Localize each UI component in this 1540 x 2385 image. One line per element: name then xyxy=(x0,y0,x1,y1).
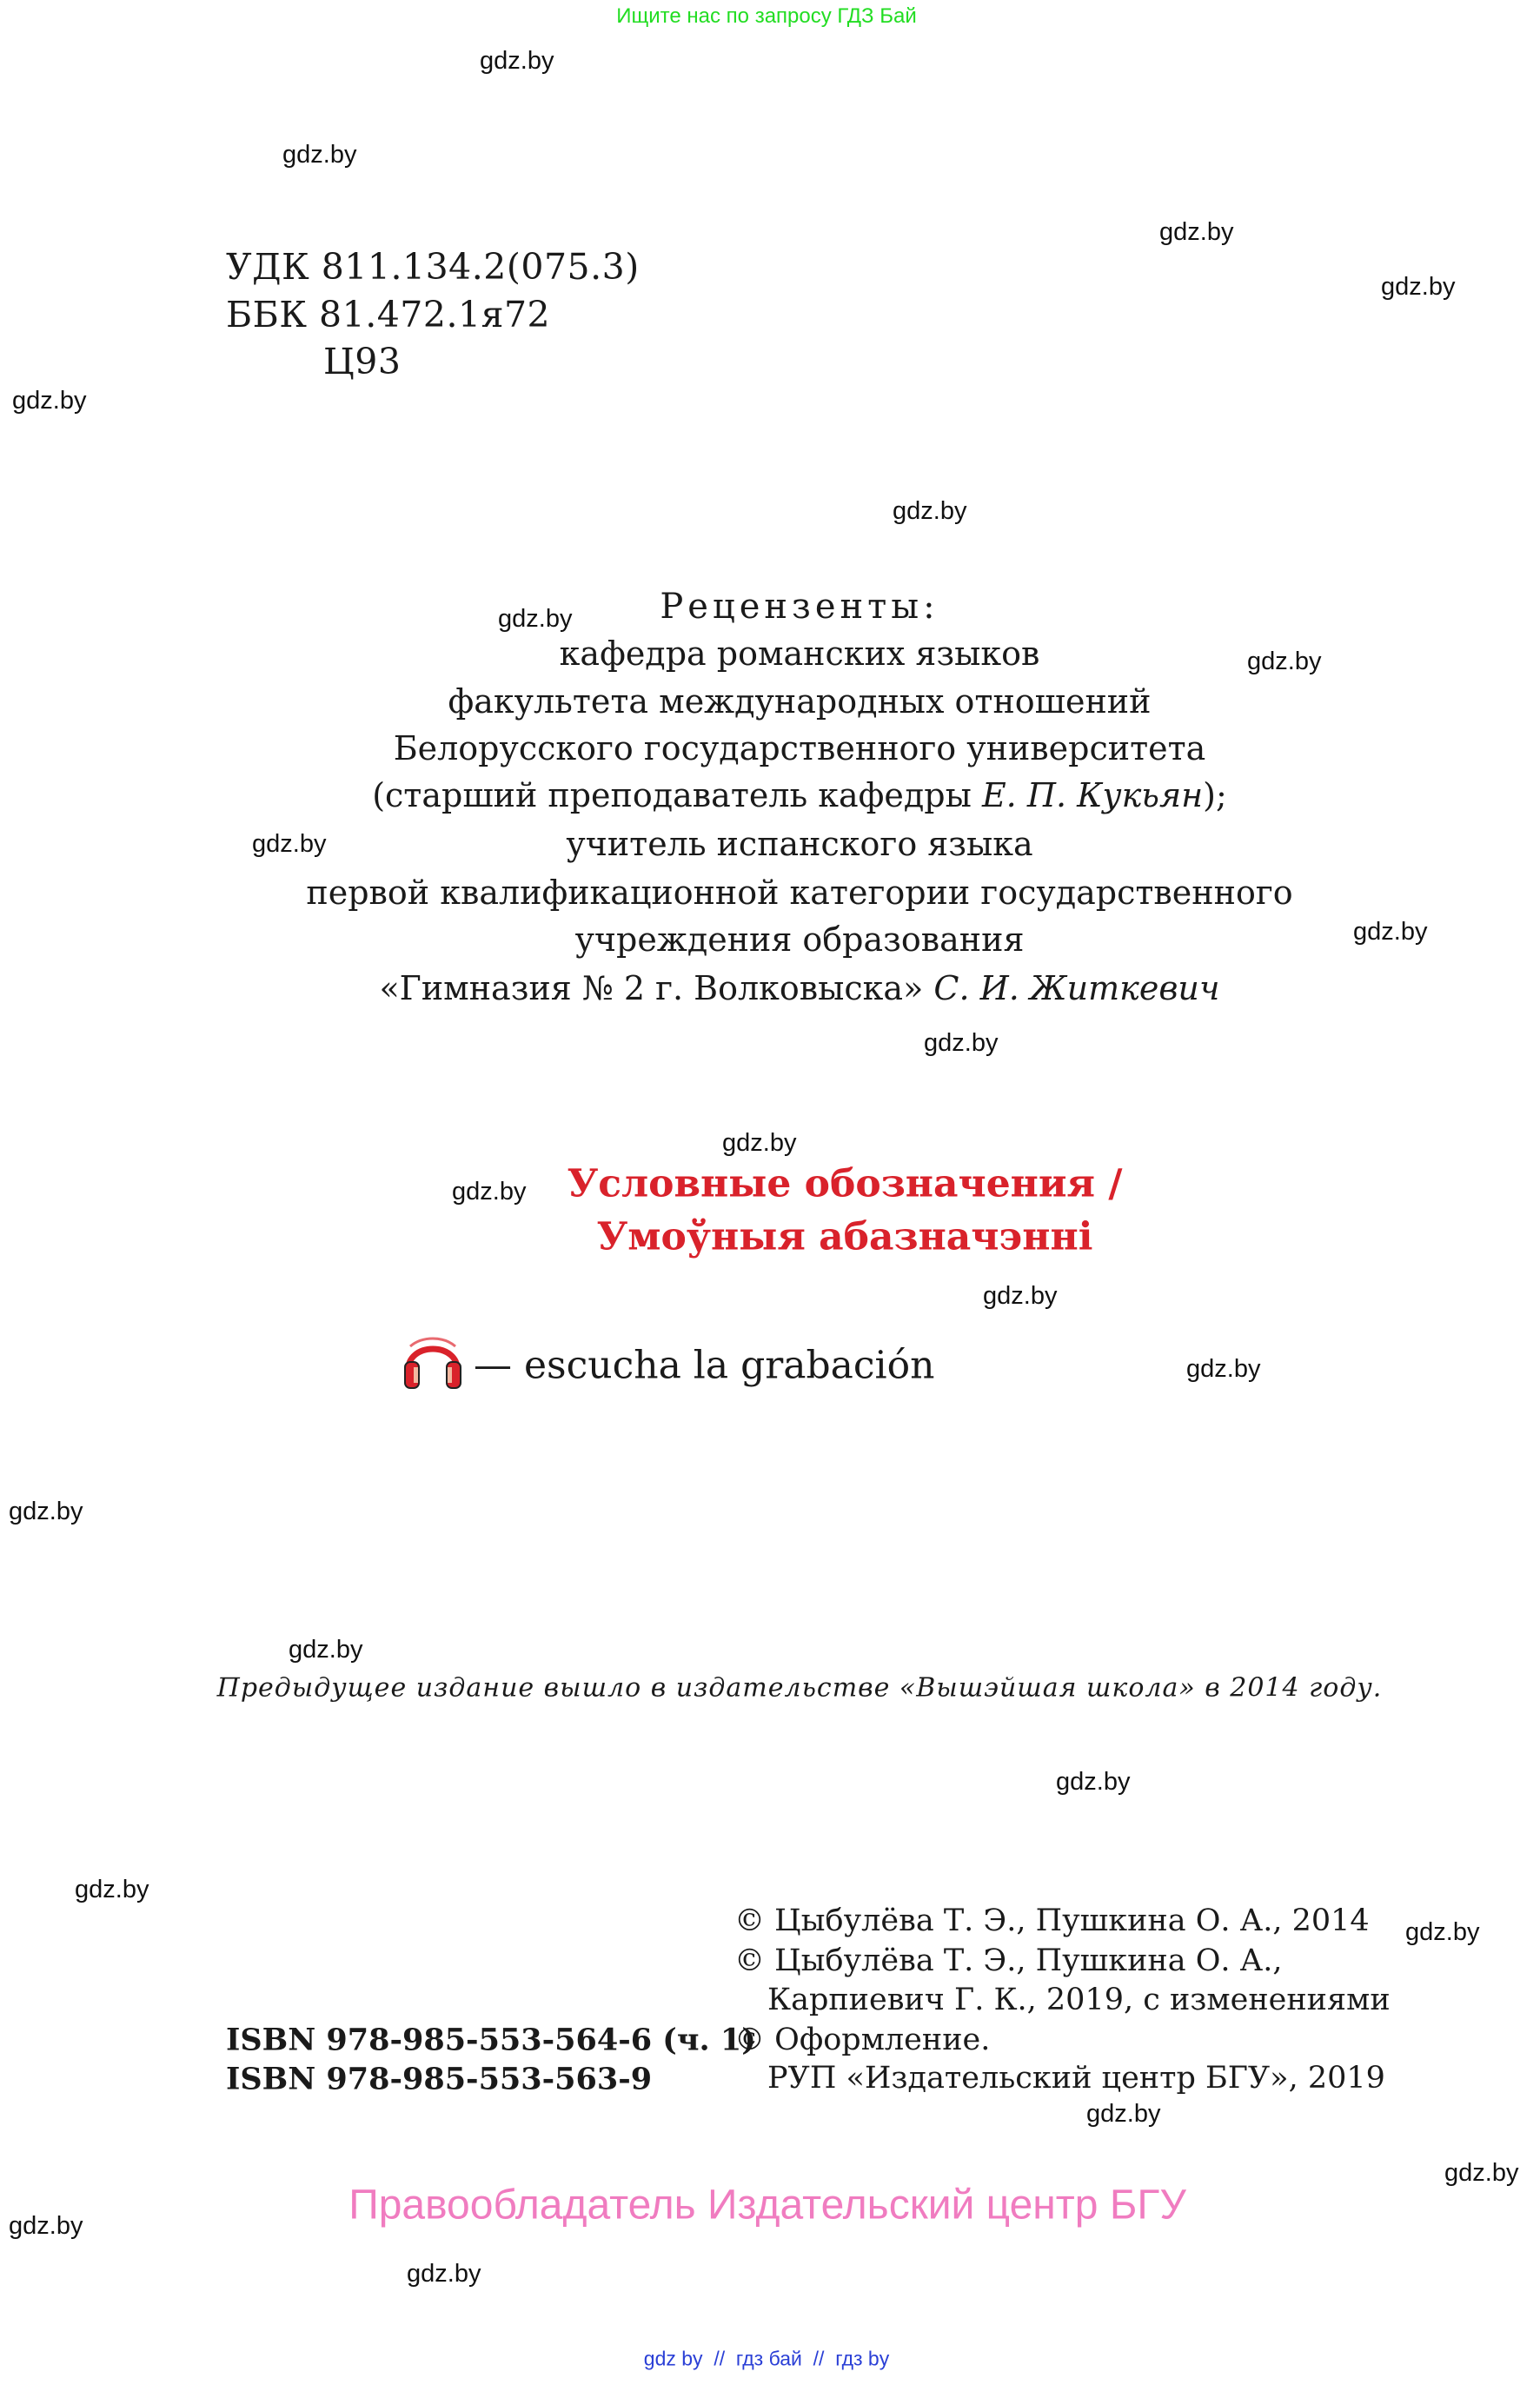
bottom-links[interactable]: gdz by // гдз бай // гдз by xyxy=(643,2347,890,2370)
watermark: gdz.by xyxy=(1353,918,1428,946)
top-search-note: Ищите нас по запросу ГДЗ Бай xyxy=(616,4,917,28)
watermark: gdz.by xyxy=(1056,1768,1131,1796)
watermark: gdz.by xyxy=(9,2212,83,2240)
legend-title-by: Умоўныя абазначэнні xyxy=(596,1214,1093,1259)
headphones-icon xyxy=(402,1334,464,1392)
watermark: gdz.by xyxy=(9,1498,83,1525)
watermark: gdz.by xyxy=(722,1129,797,1157)
reviewers-title: Рецензенты: xyxy=(660,587,939,627)
legend-title-ru: Условные обозначения / xyxy=(567,1161,1123,1206)
udk-code: УДК 811.134.2(075.3) xyxy=(226,246,640,288)
watermark: gdz.by xyxy=(924,1029,999,1057)
watermark: gdz.by xyxy=(407,2260,481,2288)
copyright-line: © Цыбулёва Т. Э., Пушкина О. А., xyxy=(734,1943,1283,1978)
reviewer-text: «Гимназия № 2 г. Волковыска» xyxy=(379,969,934,1007)
reviewer-text: (старший преподаватель кафедры xyxy=(372,776,982,814)
watermark: gdz.by xyxy=(75,1876,149,1903)
isbn-set: ISBN 978-985-553-563-9 xyxy=(226,2061,653,2097)
watermark: gdz.by xyxy=(252,830,327,858)
copyright-line: Карпиевич Г. К., 2019, с изменениями xyxy=(767,1983,1391,2017)
watermark: gdz.by xyxy=(1444,2159,1519,2187)
copyright-line: © Цыбулёва Т. Э., Пушкина О. А., 2014 xyxy=(734,1903,1370,1938)
legend-item-text: — escucha la grabación xyxy=(474,1343,935,1388)
watermark: gdz.by xyxy=(498,605,573,633)
copyright-line: © Оформление. xyxy=(734,2023,991,2057)
reviewer-line: кафедра романских языков xyxy=(559,634,1040,673)
previous-edition-note: Предыдущее издание вышло в издательстве «Вышэйшая школа» в 2014 году. xyxy=(216,1672,1383,1704)
reviewer-line xyxy=(372,776,1227,814)
reviewer-line: первой квалификационной категории государственного xyxy=(306,874,1293,912)
bbk-code: ББК 81.472.1я72 xyxy=(226,294,551,335)
watermark: gdz.by xyxy=(452,1178,527,1206)
reviewer-line: учитель испанского языка xyxy=(566,825,1033,863)
reviewer-line: Белорусского государственного университета xyxy=(393,729,1206,767)
copyright-line: РУП «Издательский центр БГУ», 2019 xyxy=(767,2061,1385,2096)
isbn-volume: ISBN 978-985-553-564-6 (ч. 1) xyxy=(226,2022,756,2058)
watermark: gdz.by xyxy=(1405,1918,1480,1946)
author-mark: Ц93 xyxy=(323,341,402,382)
rights-holder-note: Правообладатель Издательский центр БГУ xyxy=(348,2182,1186,2229)
watermark: gdz.by xyxy=(983,1282,1058,1310)
watermark: gdz.by xyxy=(1247,648,1322,675)
watermark: gdz.by xyxy=(893,497,967,525)
watermark: gdz.by xyxy=(282,141,357,169)
watermark: gdz.by xyxy=(1186,1355,1261,1383)
reviewer-line: учреждения образования xyxy=(574,920,1025,959)
watermark: gdz.by xyxy=(12,387,87,415)
watermark: gdz.by xyxy=(1381,273,1456,301)
reviewer-name: С. И. Житкевич xyxy=(933,969,1220,1007)
reviewer-text: ); xyxy=(1203,776,1227,814)
watermark: gdz.by xyxy=(289,1636,363,1664)
watermark: gdz.by xyxy=(1086,2100,1161,2128)
reviewer-line xyxy=(379,969,1219,1007)
watermark: gdz.by xyxy=(1159,218,1234,246)
reviewer-name: Е. П. Кукьян xyxy=(981,776,1204,814)
reviewer-line: факультета международных отношений xyxy=(448,682,1152,721)
watermark: gdz.by xyxy=(480,47,554,75)
